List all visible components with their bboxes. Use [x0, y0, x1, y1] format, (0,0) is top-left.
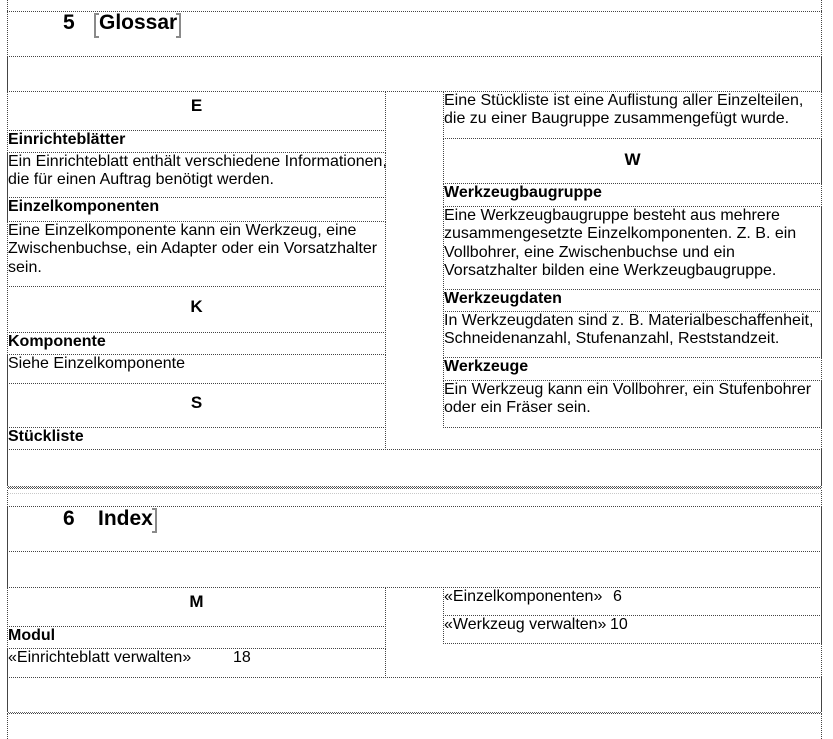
glossary-term[interactable]: [443, 183, 822, 207]
glossary-definition[interactable]: [7, 354, 386, 384]
definition-line: sein.: [8, 258, 42, 276]
definition-line: Vollbohrer, eine Zwischenbuchse und ein: [444, 243, 735, 261]
index-entry-page: 18: [233, 649, 251, 666]
glossary-definition[interactable]: [7, 152, 386, 198]
section-break-line: [7, 486, 822, 489]
bookmark-end-icon: [176, 13, 181, 38]
index-entry[interactable]: [443, 615, 822, 644]
section-break-shadow: [8, 493, 821, 494]
glossary-definition[interactable]: [443, 311, 822, 358]
index-category[interactable]: [7, 626, 386, 649]
letter-heading-e[interactable]: [7, 91, 386, 131]
glossary-term[interactable]: [443, 357, 822, 381]
empty-paragraph[interactable]: [7, 56, 822, 92]
bookmark-end-icon: [152, 508, 157, 533]
glossary-definition[interactable]: [443, 206, 822, 290]
letter-heading-k[interactable]: [7, 286, 386, 333]
heading-title: Index: [98, 507, 153, 530]
glossary-definition[interactable]: [443, 91, 822, 139]
letter-text: W: [624, 150, 641, 169]
index-entry-page: 10: [610, 616, 628, 633]
term-text: Werkzeuge: [444, 358, 529, 375]
letter-heading-w[interactable]: [443, 138, 822, 184]
term-text: Komponente: [8, 333, 106, 350]
glossary-term[interactable]: [7, 427, 386, 450]
definition-line: Eine Stückliste ist eine Auflistung aller Einzelteilen,: [444, 92, 804, 109]
letter-text: S: [190, 393, 203, 412]
definition-line: Ein Einrichteblatt enthält verschiedene Informationen,: [8, 153, 387, 170]
term-text: Einzelkomponenten: [8, 198, 160, 215]
category-text: Modul: [8, 627, 56, 644]
term-text: Werkzeugbaugruppe: [444, 184, 602, 201]
letter-text: M: [189, 592, 204, 611]
letter-heading-s[interactable]: [7, 383, 386, 428]
index-entry[interactable]: [443, 587, 822, 616]
definition-line: die zu einer Baugruppe zusammengefügt wurde.: [444, 110, 790, 128]
glossary-term[interactable]: [7, 332, 386, 355]
definition-line: oder ein Fräser sein.: [444, 399, 591, 417]
definition-line: zusammengesetzte Einzelkomponenten. Z. B. ein: [444, 225, 797, 243]
definition-line: Schneidenanzahl, Stufenanzahl, Reststandzeit.: [444, 330, 780, 348]
index-entry-name: «Einrichteblatt verwalten»: [8, 649, 192, 666]
definition-line: Vorsatzhalter bilden eine Werkzeugbaugruppe.: [444, 262, 777, 280]
term-text: Einrichteblätter: [8, 131, 126, 148]
index-entry-page: 6: [613, 588, 622, 605]
definition-line: Zwischenbuchse, ein Adapter oder ein Vorsatzhalter: [8, 240, 378, 258]
definition-line: Siehe Einzelkomponente: [8, 355, 186, 372]
heading-title: Glossar: [99, 11, 178, 34]
glossary-term[interactable]: [7, 130, 386, 153]
glossary-term[interactable]: [443, 289, 822, 312]
definition-line: Ein Werkzeug kann ein Vollbohrer, ein Stufenbohrer: [444, 381, 812, 398]
letter-text: E: [190, 96, 203, 115]
glossary-definition[interactable]: [443, 380, 822, 428]
empty-paragraph[interactable]: [7, 677, 822, 714]
empty-paragraph[interactable]: [7, 713, 822, 739]
glossary-term[interactable]: [7, 197, 386, 222]
definition-line: Eine Einzelkomponente kann ein Werkzeug, eine: [8, 222, 357, 239]
definition-line: Eine Werkzeugbaugruppe besteht aus mehrere: [444, 207, 780, 224]
heading-number: 5: [63, 11, 75, 34]
empty-paragraph[interactable]: [7, 551, 822, 588]
letter-heading-m[interactable]: [7, 587, 386, 627]
glossary-definition[interactable]: [7, 221, 386, 287]
index-entry[interactable]: [7, 648, 386, 678]
index-entry-name: «Werkzeug verwalten»: [444, 616, 607, 633]
definition-line: In Werkzeugdaten sind z. B. Materialbeschaffenheit,: [444, 312, 814, 329]
definition-line: die für einen Auftrag benötigt werden.: [8, 171, 274, 189]
empty-paragraph[interactable]: [7, 449, 822, 488]
term-text: Stückliste: [8, 428, 84, 445]
index-entry-name: «Einzelkomponenten»: [444, 588, 603, 605]
term-text: Werkzeugdaten: [444, 290, 562, 307]
heading-index[interactable]: [7, 506, 822, 552]
heading-number: 6: [63, 507, 75, 530]
letter-text: K: [190, 297, 203, 316]
heading-glossar[interactable]: [7, 11, 822, 57]
